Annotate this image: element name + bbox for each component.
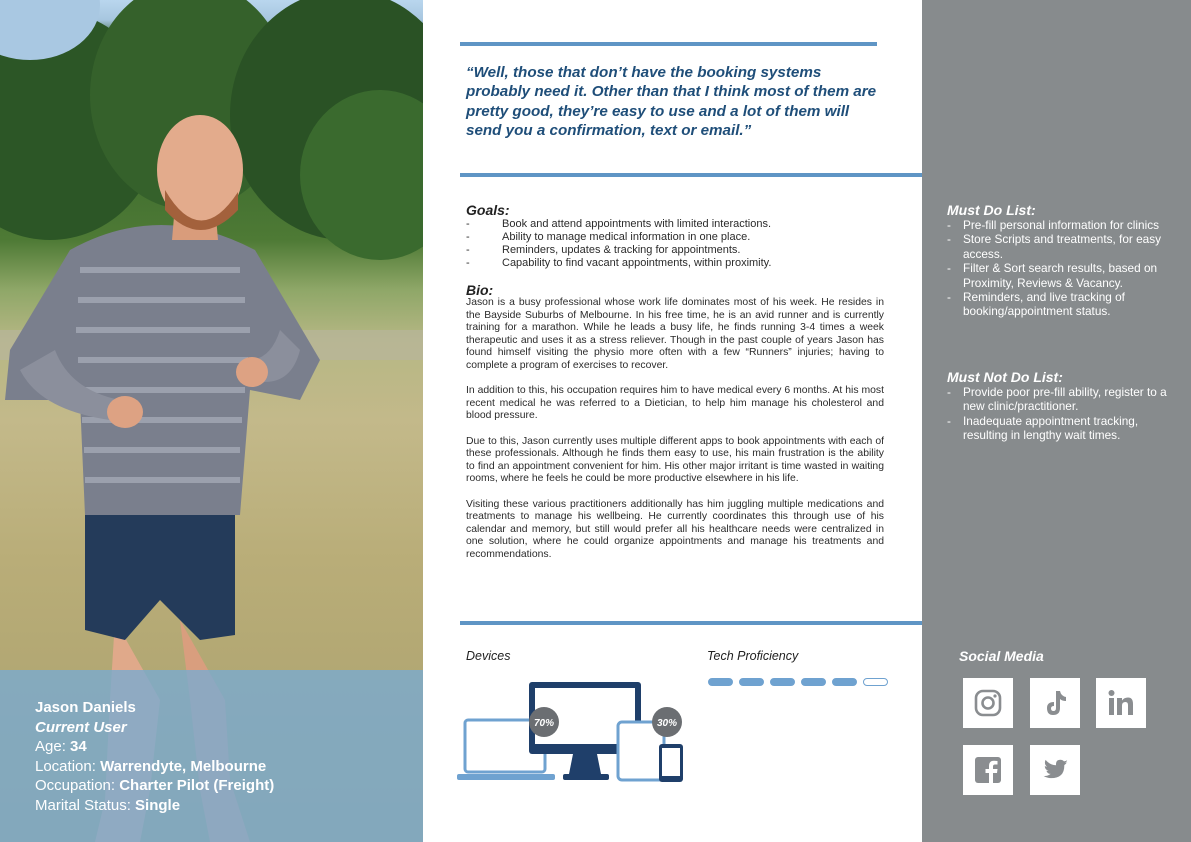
must-not-do-title: Must Not Do List:	[947, 369, 1063, 385]
goal-item: - Reminders, updates & tracking for appointments.	[466, 244, 886, 257]
linkedin-button[interactable]	[1096, 678, 1146, 728]
tech-bar-filled	[832, 678, 857, 686]
must-do-list	[947, 218, 1177, 319]
bio-text	[466, 297, 884, 574]
occupation-value: Charter Pilot (Freight)	[119, 777, 275, 794]
persona-age	[35, 737, 423, 757]
tech-bar-filled	[708, 678, 733, 686]
persona-info-panel	[0, 670, 423, 842]
must-not-do-item: - Inadequate appointment tracking, resulting in lengthy wait times.	[947, 414, 1177, 443]
goal-item: - Ability to manage medical information in one place.	[466, 231, 886, 244]
must-do-item: - Store Scripts and treatments, for easy access.	[947, 232, 1177, 261]
must-do-title: Must Do List:	[947, 202, 1036, 218]
goal-item: - Book and attend appointments with limited interactions.	[466, 218, 886, 231]
bio-paragraph: Jason is a busy professional whose work life dominates most of his week. He resides in the Bayside Suburbs of Melbourne. In his free time, he is an avid runner and is currently training for a marathon. While he leads a busy life, he finds running 3-4 times a week therapeutic and uses it as a stress reliever. Though in the past couple of years Jason has found himself visiting the physio more often with a few “Runners” injuries; having to complete a program of exercises to recover.	[466, 297, 884, 371]
location-value: Warrendyte, Melbourne	[100, 757, 267, 775]
linkedin-icon	[1105, 687, 1137, 719]
tech-bar-filled	[770, 678, 795, 686]
occupation-label: Occupation:	[35, 777, 116, 794]
age-value: 34	[70, 738, 87, 755]
twitter-button[interactable]	[1030, 745, 1080, 795]
marital-value: Single	[135, 796, 181, 814]
persona-location	[35, 757, 423, 777]
facebook-icon	[972, 754, 1004, 786]
tech-proficiency-title: Tech Proficiency	[707, 649, 799, 663]
mobile-share-label: 30%	[656, 718, 678, 729]
persona-occupation	[35, 776, 423, 796]
devices-title: Devices	[466, 649, 511, 663]
laptop-share-label: 70%	[533, 718, 555, 729]
marital-label: Marital Status:	[35, 796, 131, 814]
instagram-icon	[972, 687, 1004, 719]
facebook-button[interactable]	[963, 745, 1013, 795]
must-do-item: - Pre-fill personal information for clinics	[947, 218, 1177, 232]
devices-illustration	[455, 678, 690, 784]
top-divider	[460, 42, 877, 46]
tiktok-button[interactable]	[1030, 678, 1080, 728]
bio-paragraph: Due to this, Jason currently uses multiple different apps to book appointments with each of these professionals. Although he finds them easy to use, his main frustration is the ability to find an appointment convenient for him. His other major irritant is time wasted in waiting rooms, where he feels he could be more productive elsewhere in his life.	[466, 435, 884, 485]
social-media-title: Social Media	[959, 648, 1044, 664]
phone-icon	[659, 744, 683, 782]
tech-proficiency-meter	[708, 678, 888, 686]
must-not-do-list	[947, 385, 1177, 443]
tiktok-icon	[1039, 687, 1071, 719]
persona-role: Current User	[35, 718, 127, 736]
tech-bar-empty	[863, 678, 888, 686]
instagram-button[interactable]	[963, 678, 1013, 728]
must-do-item: - Filter & Sort search results, based on Proximity, Reviews & Vacancy.	[947, 261, 1177, 290]
age-label: Age:	[35, 738, 66, 755]
bio-paragraph: Visiting these various practitioners additionally has him juggling multiple medications and treatments to manage his wellbeing. He currently coordinates this through use of his calendar and memory, but still would prefer all his healthcare needs were centralized in one solution, where he could organize appointments and manage his treatments and recommendations.	[466, 498, 884, 560]
persona-photo	[0, 0, 423, 842]
must-not-do-item: - Provide poor pre-fill ability, register to a new clinic/practitioner.	[947, 385, 1177, 414]
persona-marital-status	[35, 796, 423, 816]
must-do-item: - Reminders, and live tracking of booking/appointment status.	[947, 290, 1177, 319]
goals-title: Goals:	[466, 202, 510, 218]
persona-quote: “Well, those that don’t have the booking systems probably need it. Other than that I think most of them are pretty good, they’re easy to use and a lot of them will send you a confirmation, text or email.”	[466, 64, 877, 140]
bio-title: Bio:	[466, 282, 494, 298]
goal-item: - Capability to find vacant appointments, within proximity.	[466, 257, 886, 270]
location-label: Location:	[35, 757, 96, 775]
requirements-sidebar	[922, 0, 1191, 842]
tech-bar-filled	[739, 678, 764, 686]
twitter-icon	[1039, 754, 1071, 786]
persona-name: Jason Daniels	[35, 699, 136, 716]
bio-paragraph: In addition to this, his occupation requires him to have medical every 6 months. At his most recent medical he was referred to a Dietician, to help him manage his cholesterol and blood pressure.	[466, 385, 884, 422]
tech-bar-filled	[801, 678, 826, 686]
goals-list	[466, 218, 886, 270]
